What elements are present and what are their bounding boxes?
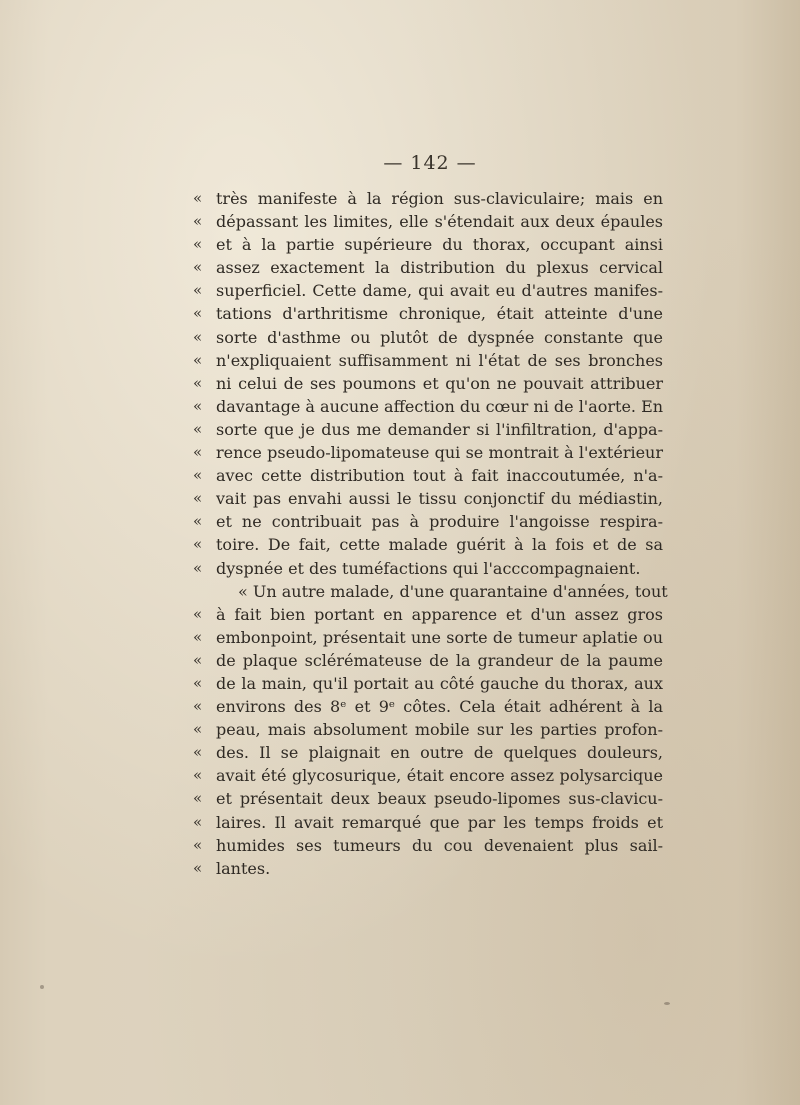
text-line xyxy=(193,510,663,533)
body-text xyxy=(193,187,668,880)
quote-mark: « xyxy=(193,327,203,346)
quote-mark: « xyxy=(193,489,203,508)
quote-mark: « xyxy=(193,743,203,762)
quote-mark: « xyxy=(193,281,203,300)
quote-mark: « xyxy=(193,212,203,231)
line-text: davantage à aucune affection du cœur ni de l'aorte. En xyxy=(216,396,664,416)
line-text: très manifeste à la région sus-claviculaire; mais en xyxy=(216,189,663,208)
quote-mark: « xyxy=(193,350,203,369)
quote-mark: « xyxy=(193,558,203,577)
quote-mark: « xyxy=(193,512,203,531)
text-line xyxy=(193,233,663,256)
line-text: des. Il se plaignait en outre de quelques douleurs, xyxy=(216,743,663,763)
quote-mark: « xyxy=(193,304,203,323)
text-line xyxy=(193,580,668,603)
text-line xyxy=(193,603,663,626)
text-line xyxy=(193,326,663,349)
text-line xyxy=(193,279,663,302)
quote-mark: « xyxy=(193,535,203,554)
text-line xyxy=(193,187,663,210)
line-text: vait pas envahi aussi le tissu conjonctif du médiastin, xyxy=(216,489,663,509)
text-line xyxy=(193,787,663,810)
text-line xyxy=(193,557,663,580)
line-text: avait été glycosurique, était encore assez polysarcique xyxy=(216,766,663,786)
quote-mark: « xyxy=(193,835,203,854)
quote-mark: « xyxy=(193,812,203,831)
line-text: humides ses tumeurs du cou devenaient plus sail- xyxy=(216,835,663,855)
text-line xyxy=(193,834,663,857)
text-line xyxy=(193,441,663,464)
text-line xyxy=(193,349,663,372)
line-text: « Un autre malade, d'une quarantaine d'années, tout xyxy=(238,581,668,601)
line-text: toire. De fait, cette malade guérit à la fois et de sa xyxy=(216,535,663,555)
line-text: environs des 8ᵉ et 9ᵉ côtes. Cela était adhérent à la xyxy=(216,697,663,717)
line-text: de plaque sclérémateuse de la grandeur de la paume xyxy=(216,650,663,670)
line-text: assez exactement la distribution du plexus cervical xyxy=(216,258,663,278)
text-line xyxy=(193,256,663,279)
text-line xyxy=(193,533,663,556)
text-line xyxy=(193,764,663,787)
quote-mark: « xyxy=(193,858,203,877)
paper-speck xyxy=(664,1002,670,1005)
line-text: dépassant les limites, elle s'étendait aux deux épaules xyxy=(216,212,663,232)
quote-mark: « xyxy=(193,396,203,415)
quote-mark: « xyxy=(193,258,203,277)
text-line xyxy=(193,626,663,649)
line-text: et ne contribuait pas à produire l'angoisse respira- xyxy=(216,512,663,532)
text-line xyxy=(193,395,663,418)
quote-mark: « xyxy=(193,419,203,438)
line-text: n'expliquaient suffisamment ni l'état de ses bronches xyxy=(216,350,663,370)
quote-mark: « xyxy=(193,673,203,692)
line-text: peau, mais absolument mobile sur les parties profon- xyxy=(216,720,663,740)
text-line xyxy=(193,418,663,441)
line-text: avec cette distribution tout à fait inaccoutumée, n'a- xyxy=(216,466,663,486)
text-line xyxy=(193,302,663,325)
text-line xyxy=(193,649,663,672)
quote-mark: « xyxy=(193,720,203,739)
line-text: tations d'arthritisme chronique, était atteinte d'une xyxy=(216,304,663,324)
line-text: et présentait deux beaux pseudo-lipomes sus-clavicu- xyxy=(216,789,663,809)
text-line xyxy=(193,672,663,695)
line-text: ni celui de ses poumons et qu'on ne pouvait attribuer xyxy=(216,373,663,393)
quote-mark: « xyxy=(193,650,203,669)
line-text: de la main, qu'il portait au côté gauche du thorax, aux xyxy=(216,673,663,693)
line-text: rence pseudo-lipomateuse qui se montrait à l'extérieur xyxy=(216,443,663,463)
quote-mark: « xyxy=(193,766,203,785)
text-line xyxy=(193,811,663,834)
quote-mark: « xyxy=(193,466,203,485)
page-number: — 142 — xyxy=(383,152,477,174)
line-text: sorte que je dus me demander si l'infiltration, d'appa- xyxy=(216,419,663,439)
quote-mark: « xyxy=(193,373,203,392)
text-line xyxy=(193,372,663,395)
quote-mark: « xyxy=(193,697,203,716)
quote-mark: « xyxy=(193,443,203,462)
text-line xyxy=(193,718,663,741)
line-text: dyspnée et des tuméfactions qui l'acccompagnaient. xyxy=(216,558,641,578)
quote-mark: « xyxy=(193,789,203,808)
paper-speck xyxy=(40,985,44,989)
text-line xyxy=(193,210,663,233)
text-line xyxy=(193,695,663,718)
line-text: lantes. xyxy=(216,858,271,878)
line-text: à fait bien portant en apparence et d'un assez gros xyxy=(216,604,663,624)
line-text: sorte d'asthme ou plutôt de dyspnée constante que xyxy=(216,327,663,347)
text-line xyxy=(193,464,663,487)
text-line xyxy=(193,487,663,510)
quote-mark: « xyxy=(193,235,203,254)
quote-mark: « xyxy=(193,189,203,207)
quote-mark: « xyxy=(193,627,203,646)
text-line xyxy=(193,741,663,764)
quote-mark: « xyxy=(193,604,203,623)
line-text: laires. Il avait remarqué que par les temps froids et xyxy=(216,812,663,832)
line-text: embonpoint, présentait une sorte de tumeur aplatie ou xyxy=(216,627,663,647)
line-text: superficiel. Cette dame, qui avait eu d'autres manifes- xyxy=(216,281,663,301)
line-text: et à la partie supérieure du thorax, occupant ainsi xyxy=(216,235,663,255)
text-line xyxy=(193,857,663,880)
